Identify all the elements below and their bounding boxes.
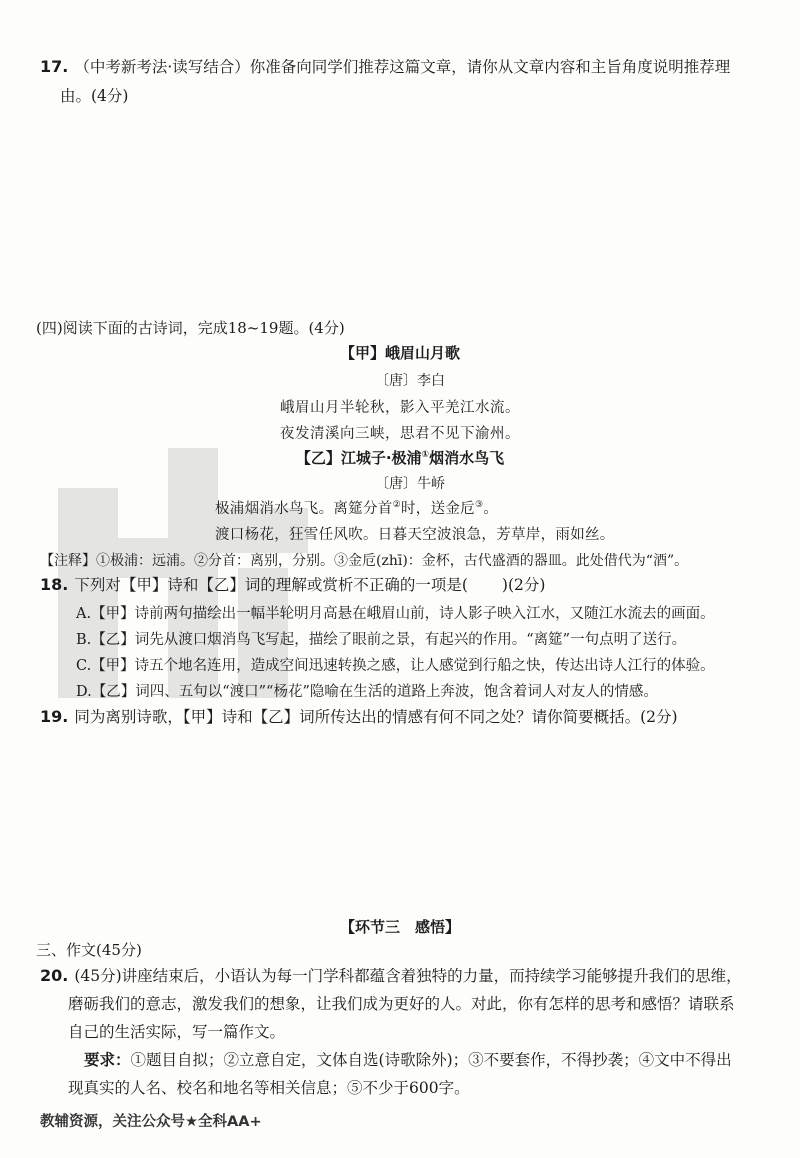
poem-b-title: 【乙】江城子·极浦①烟消水鸟飞 xyxy=(295,449,505,467)
poem-a-title: 【甲】峨眉山月歌 xyxy=(339,344,460,362)
poem-a-line: 夜发清溪向三峡，思君不见下渝州。 xyxy=(280,426,520,442)
poem-b-line: 渡口杨花，狂雪任风吹。日暮天空波浪急，芳草岸，雨如丝。 xyxy=(215,527,615,543)
poem-b-line: 极浦烟消水鸟飞。离筵分首②时，送金卮③。 xyxy=(215,500,499,517)
option-a: A.【甲】诗前两句描绘出一幅半轮明月高悬在峨眉山前，诗人影子映入江水，又随江水流去的画面。 xyxy=(76,606,715,622)
question-18: 18. 下列对【甲】诗和【乙】词的理解或赏析不正确的一项是( )(2分) xyxy=(40,575,546,594)
question-text: （中考新考法·读写结合）你准备向同学们推荐这篇文章，请你从文章内容和主旨角度说明推荐理 xyxy=(74,58,731,76)
question-number: 18. xyxy=(40,575,69,594)
question-text-cont: 磨砺我们的意志，激发我们的想象，让我们成为更好的人。对此，你有怎样的思考和感悟？请联系 xyxy=(68,995,735,1013)
question-text-cont: 自己的生活实际，写一篇作文。 xyxy=(68,1023,286,1041)
footer-text: 教辅资源，关注公众号★全科AA+ xyxy=(40,1114,262,1130)
question-text: 下列对【甲】诗和【乙】词的理解或赏析不正确的一项是( xyxy=(74,576,468,594)
poem-a-author: 〔唐〕李白 xyxy=(375,373,445,389)
requirements-text: ①题目自拟；②立意自定，文体自选(诗歌除外)；③不要套作，不得抄袭；④文中不得出 xyxy=(130,1051,732,1069)
question-number: 19. xyxy=(40,707,69,726)
requirements-label: 要求： xyxy=(84,1051,131,1069)
stage-heading: 【环节三 感悟】 xyxy=(339,918,460,936)
option-c: C.【甲】诗五个地名连用，造成空间迅速转换之感，让人感觉到行船之快，传达出诗人江行的体验。 xyxy=(76,658,715,674)
question-text: (45分)讲座结束后，小语认为每一门学科都蕴含着独特的力量，而持续学习能够提升我们的思维， xyxy=(74,967,742,985)
question-number: 17. xyxy=(40,57,69,76)
question-17 xyxy=(40,52,770,111)
section-heading: (四)阅读下面的古诗词，完成18~19题。(4分) xyxy=(36,319,345,337)
requirements-text-cont: 现真实的人名、校名和地名等相关信息；⑤不少于600字。 xyxy=(68,1079,470,1097)
option-b: B.【乙】词先从渡口烟消鸟飞写起，描绘了眼前之景，有起兴的作用。“离筵”一句点明了送行。 xyxy=(76,632,687,648)
section-heading: 三、作文(45分) xyxy=(36,941,142,959)
question-19 xyxy=(40,702,770,732)
question-number: 20. xyxy=(40,966,69,985)
poem-b-author: 〔唐〕牛峤 xyxy=(375,476,445,492)
poem-a-line: 峨眉山月半轮秋，影入平羌江水流。 xyxy=(280,400,520,416)
question-text: 同为离别诗歌，【甲】诗和【乙】词所传达出的情感有何不同之处？请你简要概括。(2分) xyxy=(74,708,678,726)
option-d: D.【乙】词四、五句以“渡口”“杨花”隐喻在生活的道路上奔波，饱含着词人对友人的情感。 xyxy=(76,684,658,700)
annotation: 【注释】①极浦：远浦。②分首：离别，分别。③金卮(zhī)：金杯，古代盛酒的器皿。此处借代为“酒”。 xyxy=(40,553,689,569)
question-text-cont: 由。(4分) xyxy=(60,87,129,105)
question-20 xyxy=(40,962,770,1102)
